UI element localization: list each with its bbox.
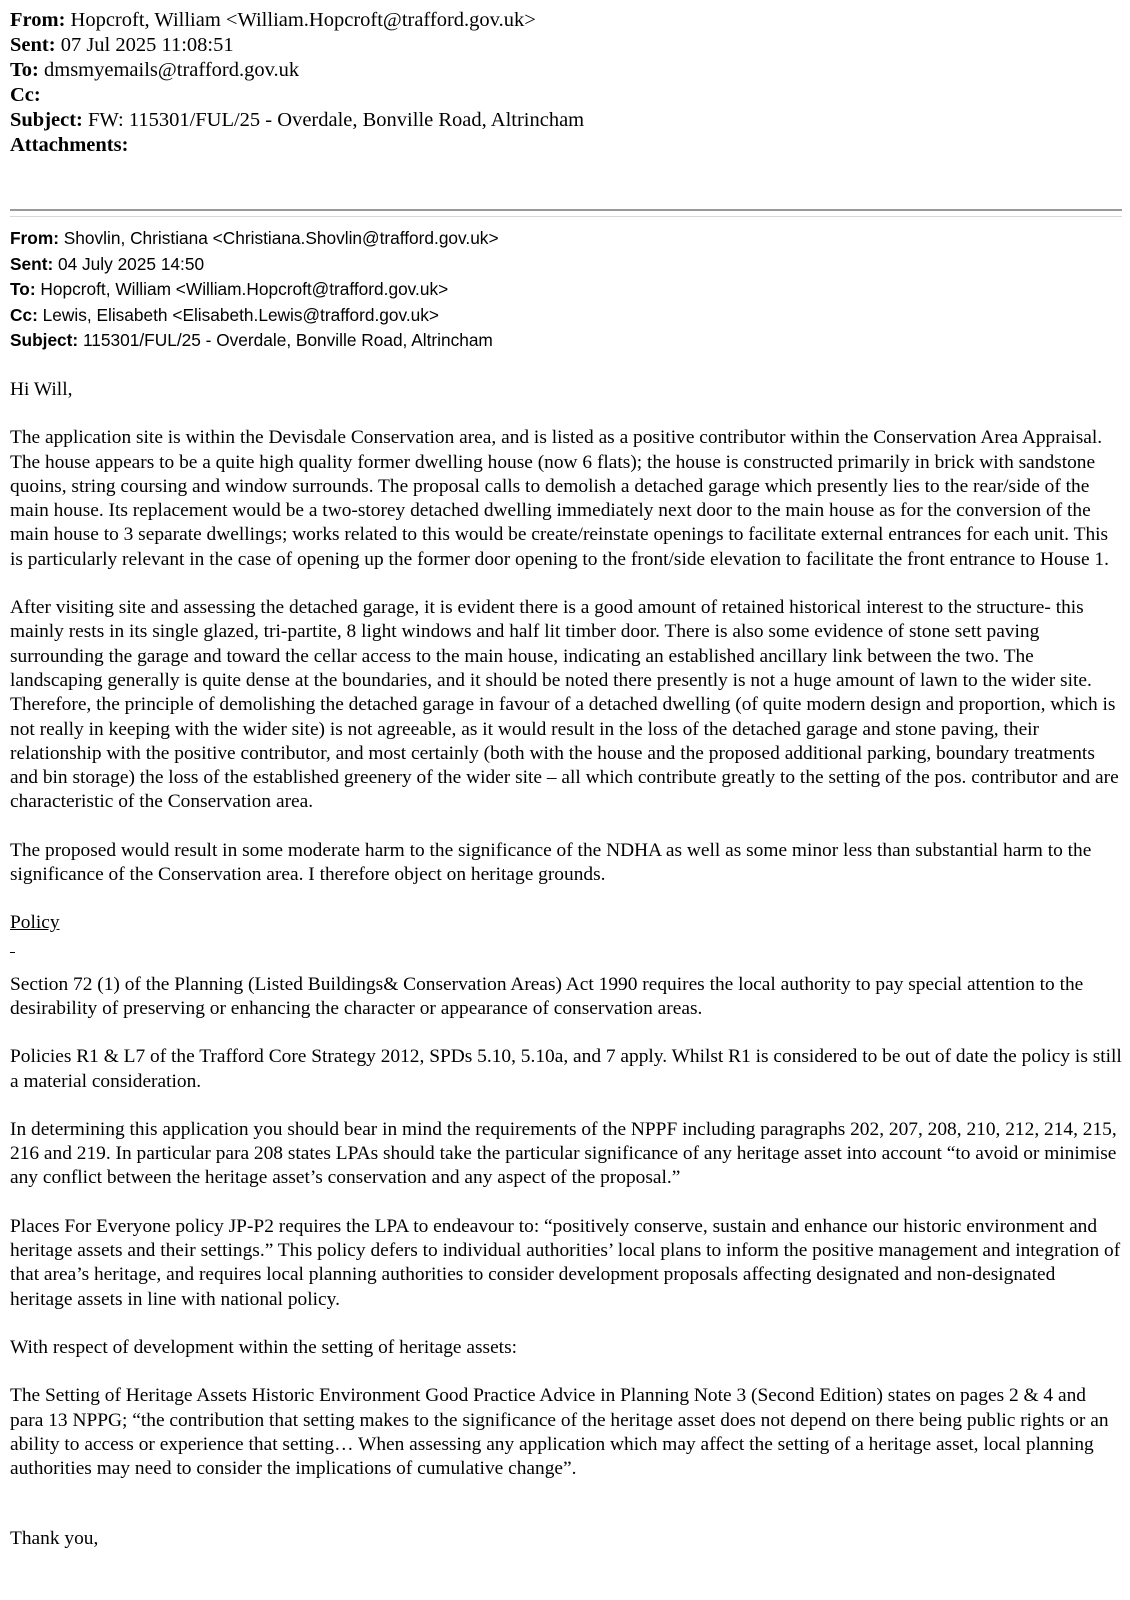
inner-to-row <box>10 277 1120 303</box>
inner-sent-row <box>10 252 1120 278</box>
inner-subject-row <box>10 328 1120 354</box>
closing: Thank you, <box>10 1528 99 1550</box>
inner-subject-label: Subject: <box>10 330 79 350</box>
inner-subject-value: 115301/FUL/25 - Overdale, Bonville Road, Altrincham <box>82 330 493 350</box>
email-body <box>10 378 1122 1576</box>
outer-sent-value: 07 Jul 2025 11:08:51 <box>60 34 234 56</box>
inner-from-label: From: <box>10 228 59 248</box>
outer-attachments-label: Attachments: <box>10 134 129 156</box>
paragraph-conclusion: The proposed would result in some moderate harm to the significance of the NDHA as well as some minor less than substantial harm to the significance of the Conservation area. I therefore object on heritage grounds. <box>10 839 1092 886</box>
paragraph-setting-guidance: The Setting of Heritage Assets Historic Environment Good Practice Advice in Planning Note 3 (Second Edition) states on pages 2 & 4 and para 13 NPPG; “the contribution that setting makes to the significance of the heritage asset does not depend on there being public rights or an ability to access or experience that setting… When assessing any application which may affect the setting of a heritage asset, local planning authorities may need to consider the implications of cumulative change”. <box>10 1385 1109 1480</box>
paragraph-core-strategy: Policies R1 & L7 of the Trafford Core Strategy 2012, SPDs 5.10, 5.10a, and 7 apply. Whilst R1 is considered to be out of date the policy is still a material consideration. <box>10 1046 1122 1092</box>
greeting: Hi Will, <box>10 379 73 400</box>
inner-sent-label: Sent: <box>10 253 54 274</box>
forward-email-header <box>10 8 1120 158</box>
inner-to-value: Hopcroft, William <William.Hopcroft@trafford.gov.uk> <box>40 279 449 299</box>
outer-to-row <box>10 58 1120 83</box>
paragraph-places-for-everyone: Places For Everyone policy JP-P2 requires the LPA to endeavour to: “positively conserve, sustain and enhance our historic environment and heritage assets and their settings.” This policy defers to individual authorities’ local plans to inform the positive management and integration of that area’s heritage, and requires local planning authorities to consider development proposals affecting designated and non-designated heritage assets in line with national policy. <box>10 1215 1121 1310</box>
header-divider-light <box>10 216 1122 217</box>
inner-sent-value: 04 July 2025 14:50 <box>58 253 205 274</box>
outer-subject-row <box>10 108 1120 133</box>
outer-cc-label: Cc: <box>10 84 41 106</box>
paragraph-section-72: Section 72 (1) of the Planning (Listed Buildings& Conservation Areas) Act 1990 requires the local authority to pay special attention to the desirability of preserving or enhancing the character or appearance of conservation areas. <box>10 973 1084 1019</box>
outer-to-value: dmsmyemails@trafford.gov.uk <box>44 59 300 81</box>
outer-from-row <box>10 8 1120 33</box>
outer-subject-value: FW: 115301/FUL/25 - Overdale, Bonville Road, Altrincham <box>88 109 585 131</box>
outer-from-value: Hopcroft, William <William.Hopcroft@trafford.gov.uk> <box>70 9 536 31</box>
stray-underline-mark <box>10 952 15 953</box>
inner-from-row <box>10 226 1120 252</box>
inner-cc-label: Cc: <box>10 304 38 325</box>
outer-attachments-row <box>10 133 1120 158</box>
inner-to-label: To: <box>10 279 36 299</box>
outer-subject-label: Subject: <box>10 109 83 131</box>
inner-from-value: Shovlin, Christiana <Christiana.Shovlin@trafford.gov.uk> <box>63 228 499 248</box>
inner-cc-value: Lewis, Elisabeth <Elisabeth.Lewis@trafford.gov.uk> <box>42 304 440 325</box>
header-divider <box>10 209 1122 211</box>
outer-to-label: To: <box>10 59 39 81</box>
paragraph-site-description: The application site is within the Devisdale Conservation area, and is listed as a positive contributor within the Conservation Area Appraisal. The house appears to be a quite high quality former dwelling house (now 6 flats); the house is constructed primarily in brick with sandstone quoins, string coursing and window surrounds. The proposal calls to demolish a detached garage which presently lies to the rear/side of the main house. Its replacement would be a two-storey detached dwelling immediately next door to the main house as for the conversion of the main house to 3 separate dwellings; works related to this would be create/reinstate openings to facilitate external entrances for each unit. This is particularly relevant in the case of opening up the former door opening to the front/side elevation to facilitate the front entrance to House 1. <box>10 427 1109 570</box>
outer-cc-row <box>10 83 1120 108</box>
paragraph-nppf: In determining this application you should bear in mind the requirements of the NPPF including paragraphs 202, 207, 208, 210, 212, 214, 215, 216 and 219. In particular para 208 states LPAs should take the particular significance of any heritage asset into account “to avoid or minimise any conflict between the heritage asset’s conservation and any aspect of the proposal.” <box>10 1118 1117 1189</box>
original-email-header <box>10 226 1120 354</box>
outer-sent-row <box>10 33 1120 58</box>
inner-cc-row <box>10 303 1120 329</box>
outer-sent-label: Sent: <box>10 34 56 56</box>
outer-from-label: From: <box>10 9 66 31</box>
policy-heading: Policy <box>10 912 60 934</box>
paragraph-setting-intro: With respect of development within the setting of heritage assets: <box>10 1336 518 1358</box>
paragraph-assessment: After visiting site and assessing the detached garage, it is evident there is a good amount of retained historical interest to the structure- this mainly rests in its single glazed, tri-partite, 8 light windows and half lit timber door. There is also some evidence of stone sett paving surrounding the garage and toward the cellar access to the main house, indicating an established ancillary link between the two. The landscaping generally is quite dense at the boundaries, and it should be noted there presently is not a huge amount of lawn to the wider site. Therefore, the principle of demolishing the detached garage in favour of a detached dwelling (of quite modern design and proportion, which is not really in keeping with the wider site) is not agreeable, as it would result in the loss of the detached garage and stone paving, their relationship with the positive contributor, and most certainly (both with the house and the proposed additional parking, boundary treatments and bin storage) the loss of the established greenery of the wider site – all which contribute greatly to the setting of the pos. contributor and are characteristic of the Conservation area. <box>10 597 1119 813</box>
